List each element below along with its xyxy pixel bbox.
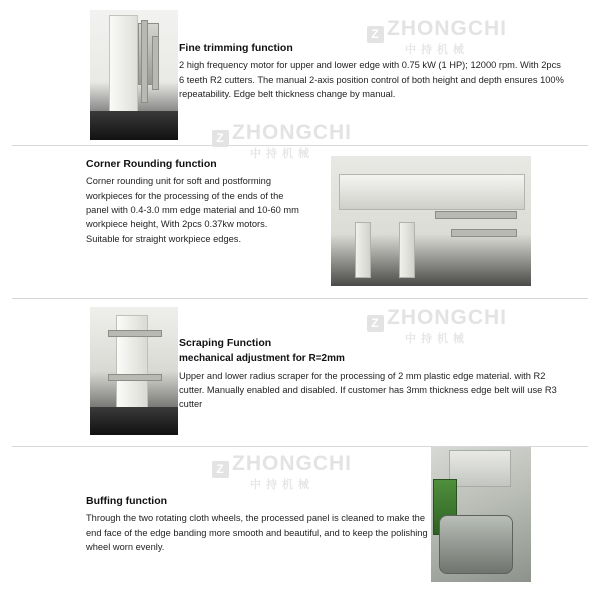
buffing-body: Through the two rotating cloth wheels, the processed panel is cleaned to make the end face of the edge banding more smooth and beautiful, and to keep the polishing wheel worn evenly. [86, 513, 428, 552]
watermark-badge: Z [367, 315, 384, 332]
watermark-badge: Z [367, 26, 384, 43]
watermark-main-text: ZHONGCHI [387, 17, 507, 40]
section-fine-trimming [12, 6, 588, 160]
fine-trimming-text [179, 42, 567, 101]
buffing-heading: Buffing function [86, 495, 168, 507]
scraping-subheading: mechanical adjustment for R=2mm [179, 353, 345, 365]
scraping-heading: Scraping Function [179, 337, 272, 349]
watermark-logo-4 [212, 453, 352, 491]
watermark-main-text: ZHONGCHI [232, 121, 352, 144]
scraping-body: Upper and lower radius scraper for the processing of 2 mm plastic edge material. with R2 cutter. Manually enabled and disabled. If customer has 3mm thickness edge belt will use R3 cutter [179, 370, 557, 410]
corner-rounding-body: Corner rounding unit for soft and postforming workpieces for the processing of the ends of the panel with 0.4-3.0 mm edge material and 10-60 mm workpiece height, With 2pcs 0.37kw motors. Suitable for straight workpiece edges. [86, 176, 299, 244]
section-corner-rounding [12, 146, 588, 299]
section-scraping [12, 299, 588, 447]
section-buffing [12, 447, 588, 589]
watermark-main-text: ZHONGCHI [387, 306, 507, 329]
buffing-photo [431, 447, 531, 582]
fine-trimming-body: 2 high frequency motor for upper and lower edge with 0.75 kW (1 HP); 12000 rpm. With 2pcs 6 teeth R2 cutters. The manual 2-axis position control of both height and depth ensures 100% repeatability. Edge belt thickness change by manual. [179, 60, 564, 99]
watermark-badge: Z [212, 130, 229, 147]
watermark-main-text: ZHONGCHI [232, 452, 352, 475]
watermark-sub-text: 中持机械 [250, 479, 314, 491]
watermark-badge: Z [212, 461, 229, 478]
watermark-sub-text: 中持机械 [405, 44, 469, 56]
scraping-text [179, 337, 567, 412]
corner-rounding-photo [331, 156, 531, 286]
buffing-text [86, 495, 441, 554]
watermark-sub-text: 中持机械 [405, 333, 469, 345]
corner-rounding-heading: Corner Rounding function [86, 158, 217, 170]
scraping-photo [90, 307, 178, 435]
fine-trimming-heading: Fine trimming function [179, 42, 293, 54]
corner-rounding-text [86, 158, 301, 246]
fine-trimming-photo [90, 10, 178, 140]
watermark-sub-text: 中持机械 [250, 148, 314, 160]
